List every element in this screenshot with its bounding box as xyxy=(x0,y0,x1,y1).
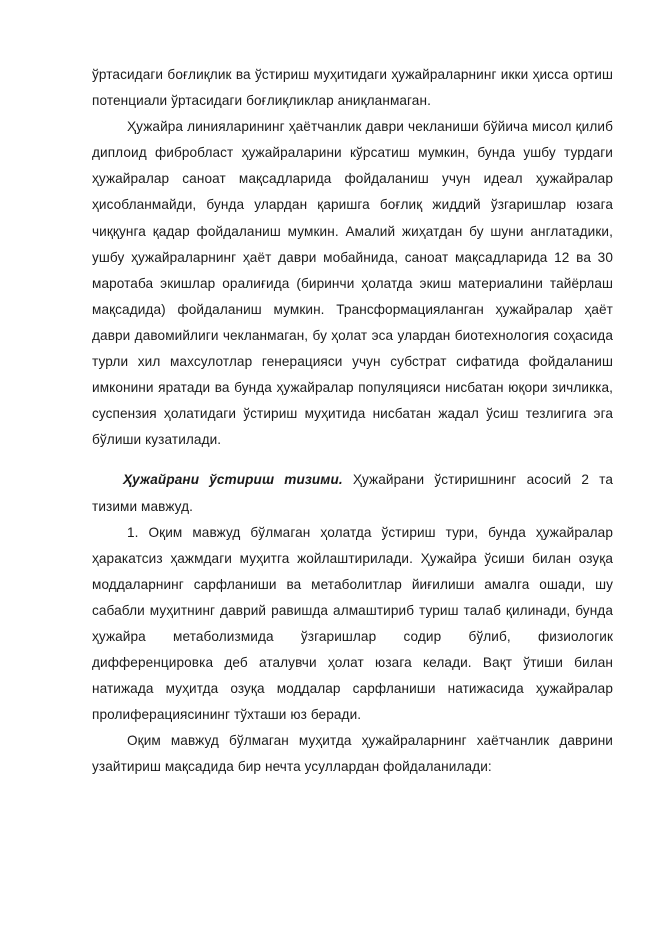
section-heading: Ҳужайрани ўстириш тизими. xyxy=(123,472,343,488)
paragraph-cultivation-systems xyxy=(92,467,613,519)
paragraph-continuation: ўртасидаги боғлиқлик ва ўстириш муҳитидаги ҳужайраларнинг икки ҳисса ортиш потенциали ўртасидаги боғлиқликлар аниқланмаган. xyxy=(92,67,613,109)
document-body xyxy=(92,62,613,781)
paragraph-methods-intro: Оқим мавжуд бўлмаган муҳитда ҳужайраларнинг хаётчанлик даврини узайтириш мақсадида бир нечта усуллардан фойдаланилади: xyxy=(92,733,613,775)
section-heading-text: Ҳужайрани ўстиришнинг асосий 2 та тизими мавжуд. xyxy=(92,472,613,514)
paragraph-batch-cultivation: 1. Оқим мавжуд бўлмаган ҳолатда ўстириш тури, бунда ҳужайралар ҳаракатсиз ҳажмдаги муҳитга жойлаштирилади. Ҳужайра ўсиши билан озуқа моддаларнинг сарфланиши ва метаболитлар йиғилиши амалга ошади, шу сабабли муҳитнинг даврий равишда алмаштириб туриш талаб қилинади, бунда ҳужайра метаболизмида ўзгаришлар содир бўлиб, физиологик дифференцировка деб аталувчи ҳолат юзага келади. Вақт ўтиши билан натижада муҳитда озуқа моддалар сарфланиши натижасида ҳужайралар пролиферациясининг тўхташи юз беради. xyxy=(92,524,613,723)
paragraph-cell-lifespan: Ҳужайра линияларининг ҳаётчанлик даври чекланиши бўйича мисол қилиб диплоид фибробласт ҳужайраларини кўрсатиш мумкин, бунда ушбу турдаги ҳужайралар саноат мақсадларида фойдаланиш учун идеал ҳужайралар ҳисобланмайди, бунда улардан қаришга боғлиқ жиддий ўзгаришлар юзага чиққунга қадар фойдаланиш мумкин. Амалий жиҳатдан бу шуни англатадики, ушбу ҳужайраларнинг ҳаёт даври мобайнида, саноат мақсадларида 12 ва 30 маротаба экишлар оралиғида (биринчи ҳолатда экиш материалини тайёрлаш мақсадида) фойдаланиш мумкин. Трансформацияланган ҳужайралар ҳаёт даври давомийлиги чекланмаган, бу ҳолат эса улардан биотехнология соҳасида турли хил махсулотлар генерацияси учун субстрат сифатида фойдаланиш имконини яратади ва бунда ҳужайралар популяцияси нисбатан юқори зичликка, суспензия ҳолатидаги ўстириш муҳитида нисбатан жадал ўсиш тезлигига эга бўлиши кузатилади. xyxy=(92,119,613,448)
